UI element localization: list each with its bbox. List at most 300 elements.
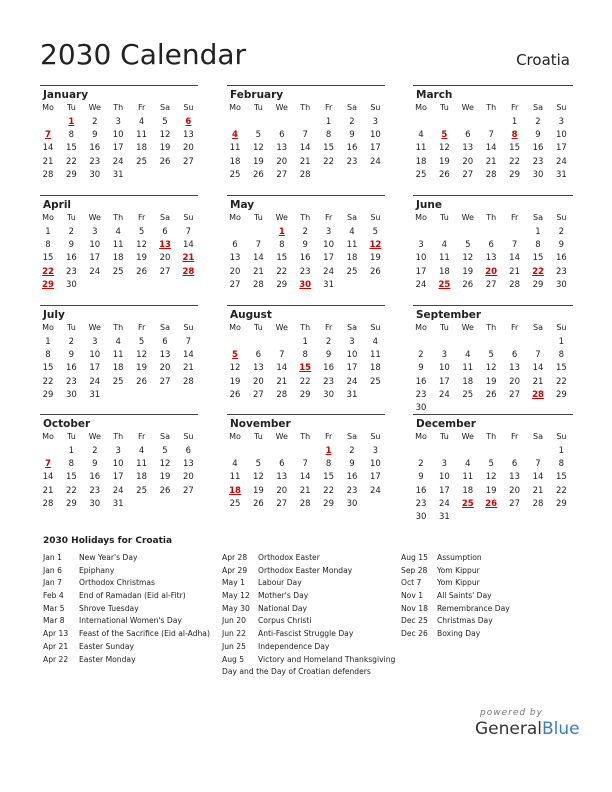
weekday-label: Fr [510, 213, 519, 222]
weekday-label: Th [486, 103, 497, 112]
day-cell: 10 [369, 459, 381, 470]
day-cell: 16 [415, 376, 427, 387]
weekday-label: Fr [324, 323, 333, 332]
day-cell: 25 [229, 498, 241, 509]
month-name: June [416, 199, 442, 211]
holiday-day-cell: 13 [159, 240, 171, 251]
day-cell: 2 [349, 117, 355, 127]
day-cell: 2 [325, 337, 332, 347]
holiday-day-cell: 8 [511, 130, 518, 141]
day-cell: 4 [349, 227, 355, 237]
weekday-label: Fr [510, 323, 519, 332]
day-cell: 16 [65, 363, 77, 374]
day-cell: 9 [418, 363, 424, 374]
day-cell: 21 [42, 156, 54, 167]
day-cell: 2 [535, 117, 541, 127]
day-cell: 1 [511, 117, 518, 127]
day-cell: 25 [346, 266, 358, 277]
day-cell: 28 [299, 498, 311, 509]
weekday-label: Sa [160, 323, 170, 332]
day-cell: 22 [65, 485, 77, 496]
holiday-row [222, 628, 398, 641]
day-cell: 18 [462, 485, 474, 496]
holiday-row [222, 590, 398, 603]
day-cell: 16 [346, 472, 358, 483]
day-cell: 4 [115, 227, 121, 237]
holiday-name: Boxing Day [437, 629, 481, 639]
day-cell: 10 [112, 130, 124, 141]
day-cell: 2 [349, 446, 355, 456]
holiday-name: All Saints' Day [437, 591, 492, 601]
weekday-label: Tu [254, 432, 263, 441]
day-cell: 19 [485, 376, 497, 387]
day-cell: 28 [509, 279, 520, 290]
holiday-name: Easter Monday [79, 654, 136, 664]
day-cell: 3 [349, 337, 355, 347]
powered-by-text: powered by [480, 708, 543, 718]
day-cell: 11 [136, 459, 147, 470]
day-cell: 24 [89, 266, 101, 277]
day-cell: 6 [511, 459, 518, 470]
day-cell: 10 [369, 130, 381, 141]
day-cell: 21 [182, 363, 194, 374]
day-cell: 8 [325, 130, 332, 141]
day-cell: 14 [182, 240, 194, 251]
weekday-label: Tu [254, 213, 263, 222]
day-cell: 25 [369, 376, 381, 387]
day-cell: 13 [276, 143, 288, 154]
day-cell: 18 [136, 143, 147, 154]
day-cell: 17 [369, 143, 381, 154]
day-cell: 19 [462, 266, 474, 277]
brand-general: General [475, 719, 542, 739]
day-cell: 11 [229, 472, 241, 483]
day-cell: 28 [42, 498, 54, 509]
day-cell: 10 [346, 350, 358, 361]
day-cell: 9 [302, 240, 308, 251]
day-cell: 24 [369, 156, 381, 167]
month-september [413, 305, 573, 414]
day-cell: 22 [65, 156, 77, 167]
holiday-row [43, 654, 219, 667]
day-cell: 4 [115, 337, 121, 347]
day-cell: 2 [68, 337, 75, 347]
day-cell: 29 [555, 389, 567, 400]
day-cell: 23 [532, 156, 544, 167]
day-cell: 3 [325, 227, 332, 237]
holiday-day-cell: 5 [441, 130, 448, 141]
day-cell: 20 [252, 376, 264, 387]
day-cell: 18 [462, 376, 474, 387]
day-cell: 29 [65, 498, 77, 509]
day-cell: 12 [252, 143, 264, 154]
month-name: August [230, 309, 272, 321]
day-cell: 11 [462, 472, 474, 483]
day-cell: 16 [555, 253, 567, 264]
day-cell: 26 [136, 376, 147, 387]
day-cell: 5 [465, 240, 471, 251]
day-cell: 19 [438, 156, 450, 167]
weekday-label: Fr [324, 213, 333, 222]
day-cell: 16 [89, 143, 101, 154]
day-cell: 2 [92, 117, 98, 127]
day-cell: 24 [555, 156, 567, 167]
holiday-day-cell: 29 [42, 279, 54, 290]
holiday-row [222, 565, 398, 578]
day-cell: 24 [369, 485, 381, 496]
day-cell: 11 [112, 350, 124, 361]
holiday-day-cell: 18 [229, 485, 241, 496]
day-cell: 28 [42, 169, 54, 180]
holiday-date: Apr 28 [222, 553, 248, 562]
weekday-label: Th [113, 103, 124, 112]
day-cell: 20 [182, 143, 194, 154]
day-cell: 22 [555, 485, 567, 496]
holiday-name: Victory and Homeland Thanksgiving [258, 654, 396, 664]
holiday-row [222, 603, 398, 616]
day-cell: 14 [532, 363, 544, 374]
holiday-name: Epiphany [79, 565, 115, 575]
holiday-date: Aug 5 [222, 654, 245, 664]
day-cell: 21 [299, 485, 311, 496]
day-cell: 19 [136, 253, 147, 264]
day-cell: 2 [92, 446, 98, 456]
day-cell: 13 [509, 472, 520, 483]
holiday-row [43, 615, 219, 628]
weekday-label: Mo [42, 323, 54, 332]
day-cell: 5 [162, 117, 168, 127]
day-cell: 22 [555, 376, 567, 387]
day-cell: 6 [279, 459, 285, 470]
weekday-label: We [461, 432, 474, 441]
day-cell: 10 [415, 253, 427, 264]
day-cell: 15 [323, 143, 334, 154]
holiday-column [222, 552, 398, 679]
day-cell: 17 [438, 485, 450, 496]
day-cell: 18 [346, 253, 358, 264]
weekday-label: Su [370, 323, 381, 332]
holiday-name: Remembrance Day [437, 603, 510, 613]
day-cell: 8 [535, 240, 541, 251]
holiday-date: Jun 22 [222, 629, 246, 639]
holiday-row [43, 565, 219, 578]
day-cell: 28 [276, 389, 288, 400]
weekday-label: Tu [254, 323, 263, 332]
holiday-day-cell: 28 [532, 389, 544, 400]
day-cell: 15 [42, 253, 54, 264]
weekday-label: Fr [324, 103, 333, 112]
holiday-name: Corpus Christi [258, 616, 312, 626]
day-cell: 15 [555, 363, 567, 374]
day-cell: 18 [136, 472, 147, 483]
day-cell: 27 [462, 169, 474, 180]
day-cell: 23 [415, 389, 427, 400]
holiday-day-cell: 22 [532, 266, 544, 277]
day-cell: 1 [325, 117, 332, 127]
month-october [40, 414, 198, 523]
weekday-label: Sa [533, 103, 543, 112]
weekday-label: Su [183, 103, 194, 112]
day-cell: 18 [415, 156, 427, 167]
day-cell: 24 [415, 279, 427, 290]
day-cell: 23 [323, 376, 334, 387]
holiday-day-cell: 5 [232, 350, 238, 361]
holiday-row [401, 565, 577, 578]
day-cell: 1 [68, 446, 75, 456]
day-cell: 16 [532, 143, 544, 154]
day-cell: 19 [369, 253, 381, 264]
weekday-label: Su [556, 432, 567, 441]
weekday-label: Mo [415, 213, 427, 222]
holiday-row [401, 628, 577, 641]
month-name: September [416, 309, 482, 321]
holiday-day-cell: 20 [485, 266, 498, 277]
day-cell: 7 [511, 240, 518, 251]
holiday-name: Assumption [437, 553, 482, 562]
day-cell: 13 [182, 130, 194, 141]
weekday-label: Mo [415, 432, 427, 441]
holiday-name: Labour Day [258, 578, 302, 588]
day-cell: 11 [229, 143, 241, 154]
day-cell: 15 [42, 363, 54, 374]
holiday-name: Mother's Day [258, 591, 309, 601]
day-cell: 13 [485, 253, 497, 264]
day-cell: 3 [372, 446, 379, 456]
weekday-label: Sa [160, 103, 170, 112]
holiday-row [43, 628, 219, 641]
day-cell: 6 [279, 130, 285, 141]
holiday-date: Apr 21 [43, 641, 69, 651]
day-cell: 2 [558, 227, 565, 237]
weekday-label: Tu [440, 323, 449, 332]
day-cell: 27 [159, 266, 171, 277]
day-cell: 1 [558, 446, 565, 456]
day-cell: 6 [488, 240, 494, 251]
day-cell: 2 [302, 227, 308, 237]
day-cell: 14 [485, 143, 497, 154]
day-cell: 8 [45, 240, 51, 251]
country-name: Croatia [516, 51, 570, 69]
day-cell: 26 [159, 156, 171, 167]
day-cell: 20 [509, 485, 520, 496]
day-cell: 2 [68, 227, 75, 237]
weekday-label: Th [113, 213, 124, 222]
holiday-day-cell: 22 [42, 266, 54, 277]
day-cell: 26 [252, 498, 264, 509]
day-cell: 22 [323, 485, 334, 496]
day-cell: 26 [438, 169, 450, 180]
day-cell: 6 [162, 227, 168, 237]
day-cell: 27 [509, 389, 520, 400]
day-cell: 23 [555, 266, 567, 277]
day-cell: 17 [323, 253, 334, 264]
holiday-row [401, 615, 577, 628]
day-cell: 26 [485, 389, 497, 400]
day-cell: 24 [89, 376, 101, 387]
weekday-label: Sa [533, 432, 543, 441]
day-cell: 17 [89, 363, 101, 374]
day-cell: 15 [532, 253, 544, 264]
day-cell: 3 [372, 117, 379, 127]
day-cell: 3 [92, 227, 98, 237]
day-cell: 7 [279, 350, 285, 361]
weekday-label: We [88, 213, 101, 222]
holiday-row [222, 552, 398, 565]
day-cell: 16 [323, 363, 334, 374]
day-cell: 17 [415, 266, 427, 277]
day-cell: 8 [558, 350, 565, 361]
weekday-label: Fr [510, 432, 519, 441]
day-cell: 20 [462, 156, 474, 167]
day-cell: 7 [185, 337, 192, 347]
day-cell: 14 [42, 143, 54, 154]
weekday-label: Tu [440, 213, 449, 222]
weekday-label: Th [486, 213, 497, 222]
day-cell: 19 [252, 485, 264, 496]
day-cell: 12 [252, 472, 264, 483]
day-cell: 15 [276, 253, 288, 264]
day-cell: 10 [323, 240, 334, 251]
day-cell: 25 [229, 169, 241, 180]
weekday-label: Th [300, 323, 311, 332]
day-cell: 13 [509, 363, 520, 374]
day-cell: 24 [112, 156, 124, 167]
day-cell: 3 [441, 459, 448, 470]
month-name: January [43, 89, 89, 101]
day-cell: 15 [509, 143, 520, 154]
day-cell: 7 [302, 130, 308, 141]
holiday-day-cell: 1 [278, 227, 285, 237]
weekday-label: Mo [415, 103, 427, 112]
day-cell: 31 [346, 389, 358, 400]
day-cell: 31 [112, 169, 124, 180]
holiday-name: Orthodox Easter Monday [258, 565, 353, 575]
holiday-name: Feast of the Sacrifice (Eid al-Adha) [79, 629, 210, 639]
weekday-label: Mo [229, 103, 241, 112]
holiday-day-cell: 28 [182, 266, 195, 277]
day-cell: 8 [68, 459, 75, 470]
day-cell: 14 [182, 350, 194, 361]
holiday-day-cell: 26 [485, 498, 498, 509]
day-cell: 19 [159, 143, 171, 154]
holiday-name: National Day [258, 603, 308, 613]
day-cell: 11 [415, 143, 427, 154]
holiday-date: Apr 29 [222, 565, 248, 575]
day-cell: 21 [532, 485, 544, 496]
weekday-label: We [461, 323, 474, 332]
holiday-name: Christmas Day [437, 616, 493, 626]
weekday-label: Tu [67, 432, 76, 441]
month-name: November [230, 418, 291, 430]
holiday-name: Yom Kippur [437, 565, 480, 575]
holiday-day-cell: 21 [182, 253, 195, 264]
day-cell: 16 [65, 253, 77, 264]
day-cell: 25 [462, 389, 474, 400]
holiday-column [401, 552, 577, 641]
day-cell: 21 [509, 266, 520, 277]
day-cell: 7 [302, 459, 308, 470]
holiday-day-cell: 25 [461, 498, 474, 509]
month-name: December [416, 418, 476, 430]
day-cell: 21 [485, 156, 497, 167]
day-cell: 31 [438, 512, 450, 522]
holiday-date: May 1 [222, 578, 245, 588]
month-june [413, 195, 573, 304]
day-cell: 29 [65, 169, 77, 180]
weekday-label: Su [183, 323, 194, 332]
day-cell: 17 [369, 472, 381, 483]
day-cell: 10 [89, 240, 101, 251]
day-cell: 7 [185, 227, 192, 237]
day-cell: 9 [349, 130, 355, 141]
day-cell: 20 [182, 472, 194, 483]
day-cell: 25 [136, 485, 147, 496]
holiday-date: Aug 15 [401, 553, 428, 562]
month-november [227, 414, 385, 523]
day-cell: 9 [325, 350, 332, 361]
day-cell: 12 [438, 143, 450, 154]
day-cell: 18 [229, 156, 241, 167]
day-cell: 30 [415, 512, 427, 522]
day-cell: 8 [45, 350, 51, 361]
day-cell: 27 [229, 279, 241, 290]
day-cell: 3 [92, 337, 98, 347]
day-cell: 27 [252, 389, 264, 400]
day-cell: 6 [185, 446, 192, 456]
month-name: May [230, 199, 255, 211]
day-cell: 14 [509, 253, 520, 264]
day-cell: 26 [252, 169, 264, 180]
day-cell: 12 [159, 459, 171, 470]
holiday-date: Oct 7 [401, 578, 422, 588]
holiday-day-cell: 1 [325, 446, 332, 456]
weekday-label: We [461, 103, 474, 112]
day-cell: 28 [252, 279, 264, 290]
weekday-label: We [88, 432, 101, 441]
day-cell: 30 [415, 403, 427, 413]
holiday-date: Jan 7 [43, 578, 62, 588]
day-cell: 26 [369, 266, 381, 277]
day-cell: 12 [136, 350, 147, 361]
day-cell: 14 [532, 472, 544, 483]
day-cell: 11 [438, 253, 450, 264]
holidays-title: 2030 Holidays for Croatia [43, 536, 173, 546]
day-cell: 5 [488, 459, 494, 470]
weekday-label: Mo [229, 323, 241, 332]
holiday-row [43, 603, 219, 616]
day-cell: 27 [485, 279, 497, 290]
day-cell: 5 [372, 227, 379, 237]
holiday-name: International Women's Day [79, 616, 182, 626]
day-cell: 2 [418, 459, 424, 470]
day-cell: 11 [136, 130, 147, 141]
weekday-label: Tu [67, 103, 76, 112]
month-name: October [43, 418, 91, 430]
day-cell: 11 [462, 363, 474, 374]
holiday-day-cell: 7 [45, 130, 51, 141]
day-cell: 4 [138, 117, 145, 127]
weekday-label: Fr [137, 432, 146, 441]
day-cell: 14 [42, 472, 54, 483]
day-cell: 1 [302, 337, 308, 347]
day-cell: 12 [159, 130, 171, 141]
day-cell: 31 [89, 389, 101, 400]
day-cell: 17 [438, 376, 450, 387]
holiday-row [401, 577, 577, 590]
day-cell: 7 [255, 240, 262, 251]
day-cell: 20 [509, 376, 520, 387]
weekday-label: Tu [254, 103, 263, 112]
